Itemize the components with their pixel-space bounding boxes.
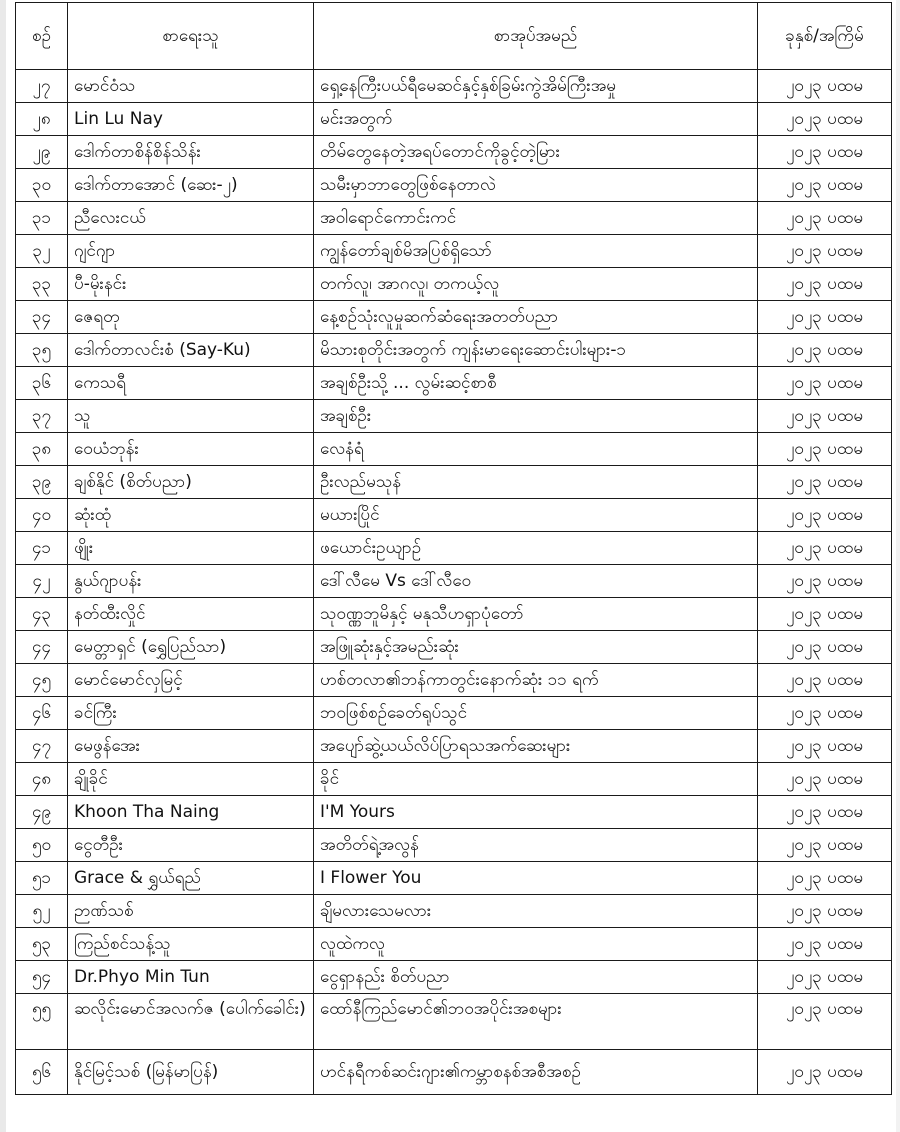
table-row: [16, 433, 892, 466]
row-author: နွယ်ဂျာပန်း: [68, 565, 314, 598]
row-edition: ၂၀၂၃ ပထမ: [758, 301, 892, 334]
header-row: [16, 3, 892, 70]
table-row: [16, 565, 892, 598]
table-row: [16, 598, 892, 631]
row-title: I Flower You: [314, 862, 758, 895]
table-row: [16, 697, 892, 730]
row-edition: ၂၀၂၃ ပထမ: [758, 466, 892, 499]
row-author: ဒေါက်တာလင်းစံ (Say-Ku): [68, 334, 314, 367]
row-number: ၃၂: [16, 235, 68, 268]
row-author: ကြည်စင်သန့်သူ: [68, 928, 314, 961]
table-row: [16, 268, 892, 301]
row-title: ငွေရှာနည်း စိတ်ပညာ: [314, 961, 758, 994]
row-title: တက်လူ၊ အာဂလူ၊ တကယ့်လူ: [314, 268, 758, 301]
row-number: ၅၅: [16, 994, 68, 1050]
row-edition: ၂၀၂၃ ပထမ: [758, 268, 892, 301]
row-edition: ၂၀၂၃ ပထမ: [758, 103, 892, 136]
row-author: ဖျိုး: [68, 532, 314, 565]
row-number: ၅၂: [16, 895, 68, 928]
row-number: ၃၄: [16, 301, 68, 334]
row-number: ၄၅: [16, 664, 68, 697]
table-row: [16, 334, 892, 367]
row-edition: ၂၀၂၃ ပထမ: [758, 334, 892, 367]
row-title: သုဝဏ္ဏဘူမိနှင့် မနုသီဟရှာပုံတော်: [314, 598, 758, 631]
table-row: [16, 664, 892, 697]
row-title: မိသားစုတိုင်းအတွက် ကျန်းမာရေးဆောင်းပါးများ-၁: [314, 334, 758, 367]
row-number: ၃၉: [16, 466, 68, 499]
row-author: Dr.Phyo Min Tun: [68, 961, 314, 994]
row-author: ဆုံးထုံ: [68, 499, 314, 532]
row-author: မောင်မောင်လှမြင့်: [68, 664, 314, 697]
table-body: [16, 70, 892, 1095]
table-row: [16, 829, 892, 862]
row-title: လေနံရံ: [314, 433, 758, 466]
row-title: မင်းအတွက်: [314, 103, 758, 136]
row-number: ၅၁: [16, 862, 68, 895]
row-number: ၄၇: [16, 730, 68, 763]
scan-edge-right: [896, 0, 900, 1132]
row-author: ခင်ကြီး: [68, 697, 314, 730]
row-edition: ၂၀၂၃ ပထမ: [758, 202, 892, 235]
row-author: ဒေါက်တာစိန်စိန်သိန်း: [68, 136, 314, 169]
header-no: စဉ်: [16, 3, 68, 70]
row-number: ၅၄: [16, 961, 68, 994]
table-row: [16, 862, 892, 895]
row-number: ၃၆: [16, 367, 68, 400]
row-edition: ၂၀၂၃ ပထမ: [758, 664, 892, 697]
row-edition: ၂၀၂၃ ပထမ: [758, 532, 892, 565]
row-number: ၂၈: [16, 103, 68, 136]
row-number: ၂၇: [16, 70, 68, 103]
row-author: သူ: [68, 400, 314, 433]
row-title: သမီးမှာဘာတွေဖြစ်နေတာလဲ: [314, 169, 758, 202]
table-row: [16, 499, 892, 532]
row-edition: ၂၀၂၃ ပထမ: [758, 697, 892, 730]
row-edition: ၂၀၂၃ ပထမ: [758, 763, 892, 796]
row-title: ဒေါ်လီမေ Vs ဒေါ်လီဝေ: [314, 565, 758, 598]
row-author: ပီ-မိုးနင်း: [68, 268, 314, 301]
row-author: မေတ္တာရှင် (ရွှေပြည်သာ): [68, 631, 314, 664]
row-author: ကေသရီ: [68, 367, 314, 400]
row-number: ၃၀: [16, 169, 68, 202]
row-title: အချစ်ဦး: [314, 400, 758, 433]
row-number: ၅၀: [16, 829, 68, 862]
row-number: ၄၀: [16, 499, 68, 532]
row-edition: ၂၀၂၃ ပထမ: [758, 895, 892, 928]
book-list-table: [15, 2, 892, 1095]
table-row: [16, 235, 892, 268]
row-title: ထော်နီကြည်မောင်၏ဘဝအပိုင်းအစများ: [314, 994, 758, 1050]
row-edition: ၂၀၂၃ ပထမ: [758, 565, 892, 598]
row-number: ၄၈: [16, 763, 68, 796]
row-number: ၄၂: [16, 565, 68, 598]
row-title: အဝါရောင်ကောင်းကင်: [314, 202, 758, 235]
table-row: [16, 70, 892, 103]
table-row: [16, 367, 892, 400]
row-edition: ၂၀၂၃ ပထမ: [758, 994, 892, 1050]
table-row: [16, 994, 892, 1050]
row-author: ဒေါက်တာအောင် (ဆေး-၂): [68, 169, 314, 202]
row-title: ဦးလည်မသုန်: [314, 466, 758, 499]
table-row: [16, 895, 892, 928]
table-row: [16, 466, 892, 499]
row-title: အချစ်ဦးသို့ ... လွမ်းဆင့်စာစီ: [314, 367, 758, 400]
row-edition: ၂၀၂၃ ပထမ: [758, 169, 892, 202]
table-row: [16, 763, 892, 796]
row-title: မယားပြိုင်: [314, 499, 758, 532]
row-edition: ၂၀၂၃ ပထမ: [758, 829, 892, 862]
row-title: ခိုင်: [314, 763, 758, 796]
row-author: ငွေတီဦး: [68, 829, 314, 862]
scan-edge-left: [0, 0, 6, 1132]
table-row: [16, 631, 892, 664]
row-edition: ၂၀၂၃ ပထမ: [758, 433, 892, 466]
row-title: ဟင်နရီကစ်ဆင်းဂျား၏ကမ္ဘာစနစ်အစီအစဉ်: [314, 1050, 758, 1095]
row-number: ၃၈: [16, 433, 68, 466]
row-author: မေဖွန်အေး: [68, 730, 314, 763]
row-edition: ၂၀၂၃ ပထမ: [758, 598, 892, 631]
row-edition: ၂၀၂၃ ပထမ: [758, 367, 892, 400]
row-number: ၄၉: [16, 796, 68, 829]
row-title: လူထဲကလူ: [314, 928, 758, 961]
row-author: နိုင်မြင့်သစ် (မြန်မာပြန်): [68, 1050, 314, 1095]
row-author: Khoon Tha Naing: [68, 796, 314, 829]
row-edition: ၂၀၂၃ ပထမ: [758, 400, 892, 433]
row-edition: ၂၀၂၃ ပထမ: [758, 70, 892, 103]
row-title: ဘဝဖြစ်စဉ်ခေတ်ရုပ်သွင်: [314, 697, 758, 730]
row-author: ဉာဏ်သစ်: [68, 895, 314, 928]
row-number: ၄၃: [16, 598, 68, 631]
row-title: တိမ်တွေနေတဲ့အရပ်တောင်ကိုခွင့်တဲ့မြား: [314, 136, 758, 169]
row-author: Grace & ရွှယ်ရည်: [68, 862, 314, 895]
row-title: အဖြူဆုံးနှင့်အမည်းဆုံး: [314, 631, 758, 664]
row-edition: ၂၀၂၃ ပထမ: [758, 928, 892, 961]
table-row: [16, 961, 892, 994]
row-author: Lin Lu Nay: [68, 103, 314, 136]
header-author: စာရေးသူ: [68, 3, 314, 70]
row-edition: ၂၀၂၃ ပထမ: [758, 1050, 892, 1095]
row-number: ၃၇: [16, 400, 68, 433]
row-title: အပျော်ဆွဲ့ယယ်လိပ်ပြာရသအက်ဆေးများ: [314, 730, 758, 763]
table-row: [16, 928, 892, 961]
row-number: ၅၃: [16, 928, 68, 961]
table-row: [16, 730, 892, 763]
row-edition: ၂၀၂၃ ပထမ: [758, 796, 892, 829]
row-edition: ၂၀၂၃ ပထမ: [758, 961, 892, 994]
row-author: ချိုခိုင်: [68, 763, 314, 796]
row-title: ဖယောင်းဥယျာဉ်: [314, 532, 758, 565]
row-author: ဇေရတု: [68, 301, 314, 334]
row-title: I'M Yours: [314, 796, 758, 829]
row-author: ဂျင်ဂျာ: [68, 235, 314, 268]
row-number: ၅၆: [16, 1050, 68, 1095]
table-row: [16, 1050, 892, 1095]
row-number: ၄၆: [16, 697, 68, 730]
row-number: ၃၅: [16, 334, 68, 367]
table-row: [16, 202, 892, 235]
table-row: [16, 103, 892, 136]
row-number: ၄၁: [16, 532, 68, 565]
row-author: ဝေယံဘုန်း: [68, 433, 314, 466]
row-title: နေ့စဉ်သုံးလူမှုဆက်ဆံရေးအတတ်ပညာ: [314, 301, 758, 334]
row-edition: ၂၀၂၃ ပထမ: [758, 862, 892, 895]
table-row: [16, 301, 892, 334]
row-author: ချစ်နိုင် (စိတ်ပညာ): [68, 466, 314, 499]
row-edition: ၂၀၂၃ ပထမ: [758, 136, 892, 169]
table-row: [16, 136, 892, 169]
row-title: ရှေ့နေကြီးပယ်ရီမေဆင်နှင့်နှစ်ခြမ်းကွဲအိမ်ကြီးအမှု: [314, 70, 758, 103]
row-author: ညီလေးငယ်: [68, 202, 314, 235]
row-edition: ၂၀၂၃ ပထမ: [758, 235, 892, 268]
table-row: [16, 532, 892, 565]
header-title: စာအုပ်အမည်: [314, 3, 758, 70]
row-number: ၂၉: [16, 136, 68, 169]
row-edition: ၂၀၂၃ ပထမ: [758, 499, 892, 532]
row-edition: ၂၀၂၃ ပထမ: [758, 631, 892, 664]
row-title: ချိမလားသေမလား: [314, 895, 758, 928]
row-number: ၄၄: [16, 631, 68, 664]
row-author: နတ်ထီးလှိုင်: [68, 598, 314, 631]
header-edition: ခုနှစ်/အကြိမ်: [758, 3, 892, 70]
row-author: မောင်ဝံသ: [68, 70, 314, 103]
row-edition: ၂၀၂၃ ပထမ: [758, 730, 892, 763]
table-row: [16, 796, 892, 829]
row-title: ကျွန်တော်ချစ်မိအပြစ်ရှိသော်: [314, 235, 758, 268]
row-title: အတိတ်ရဲ့အလွန်: [314, 829, 758, 862]
row-number: ၃၃: [16, 268, 68, 301]
table-row: [16, 400, 892, 433]
table-header: [16, 3, 892, 70]
table-row: [16, 169, 892, 202]
row-number: ၃၁: [16, 202, 68, 235]
row-author: ဆလိုင်းမောင်အလက်ဇ (ပေါက်ခေါင်း): [68, 994, 314, 1050]
row-title: ဟစ်တလာ၏ဘန်ကာတွင်းနောက်ဆုံး ၁၁ ရက်: [314, 664, 758, 697]
